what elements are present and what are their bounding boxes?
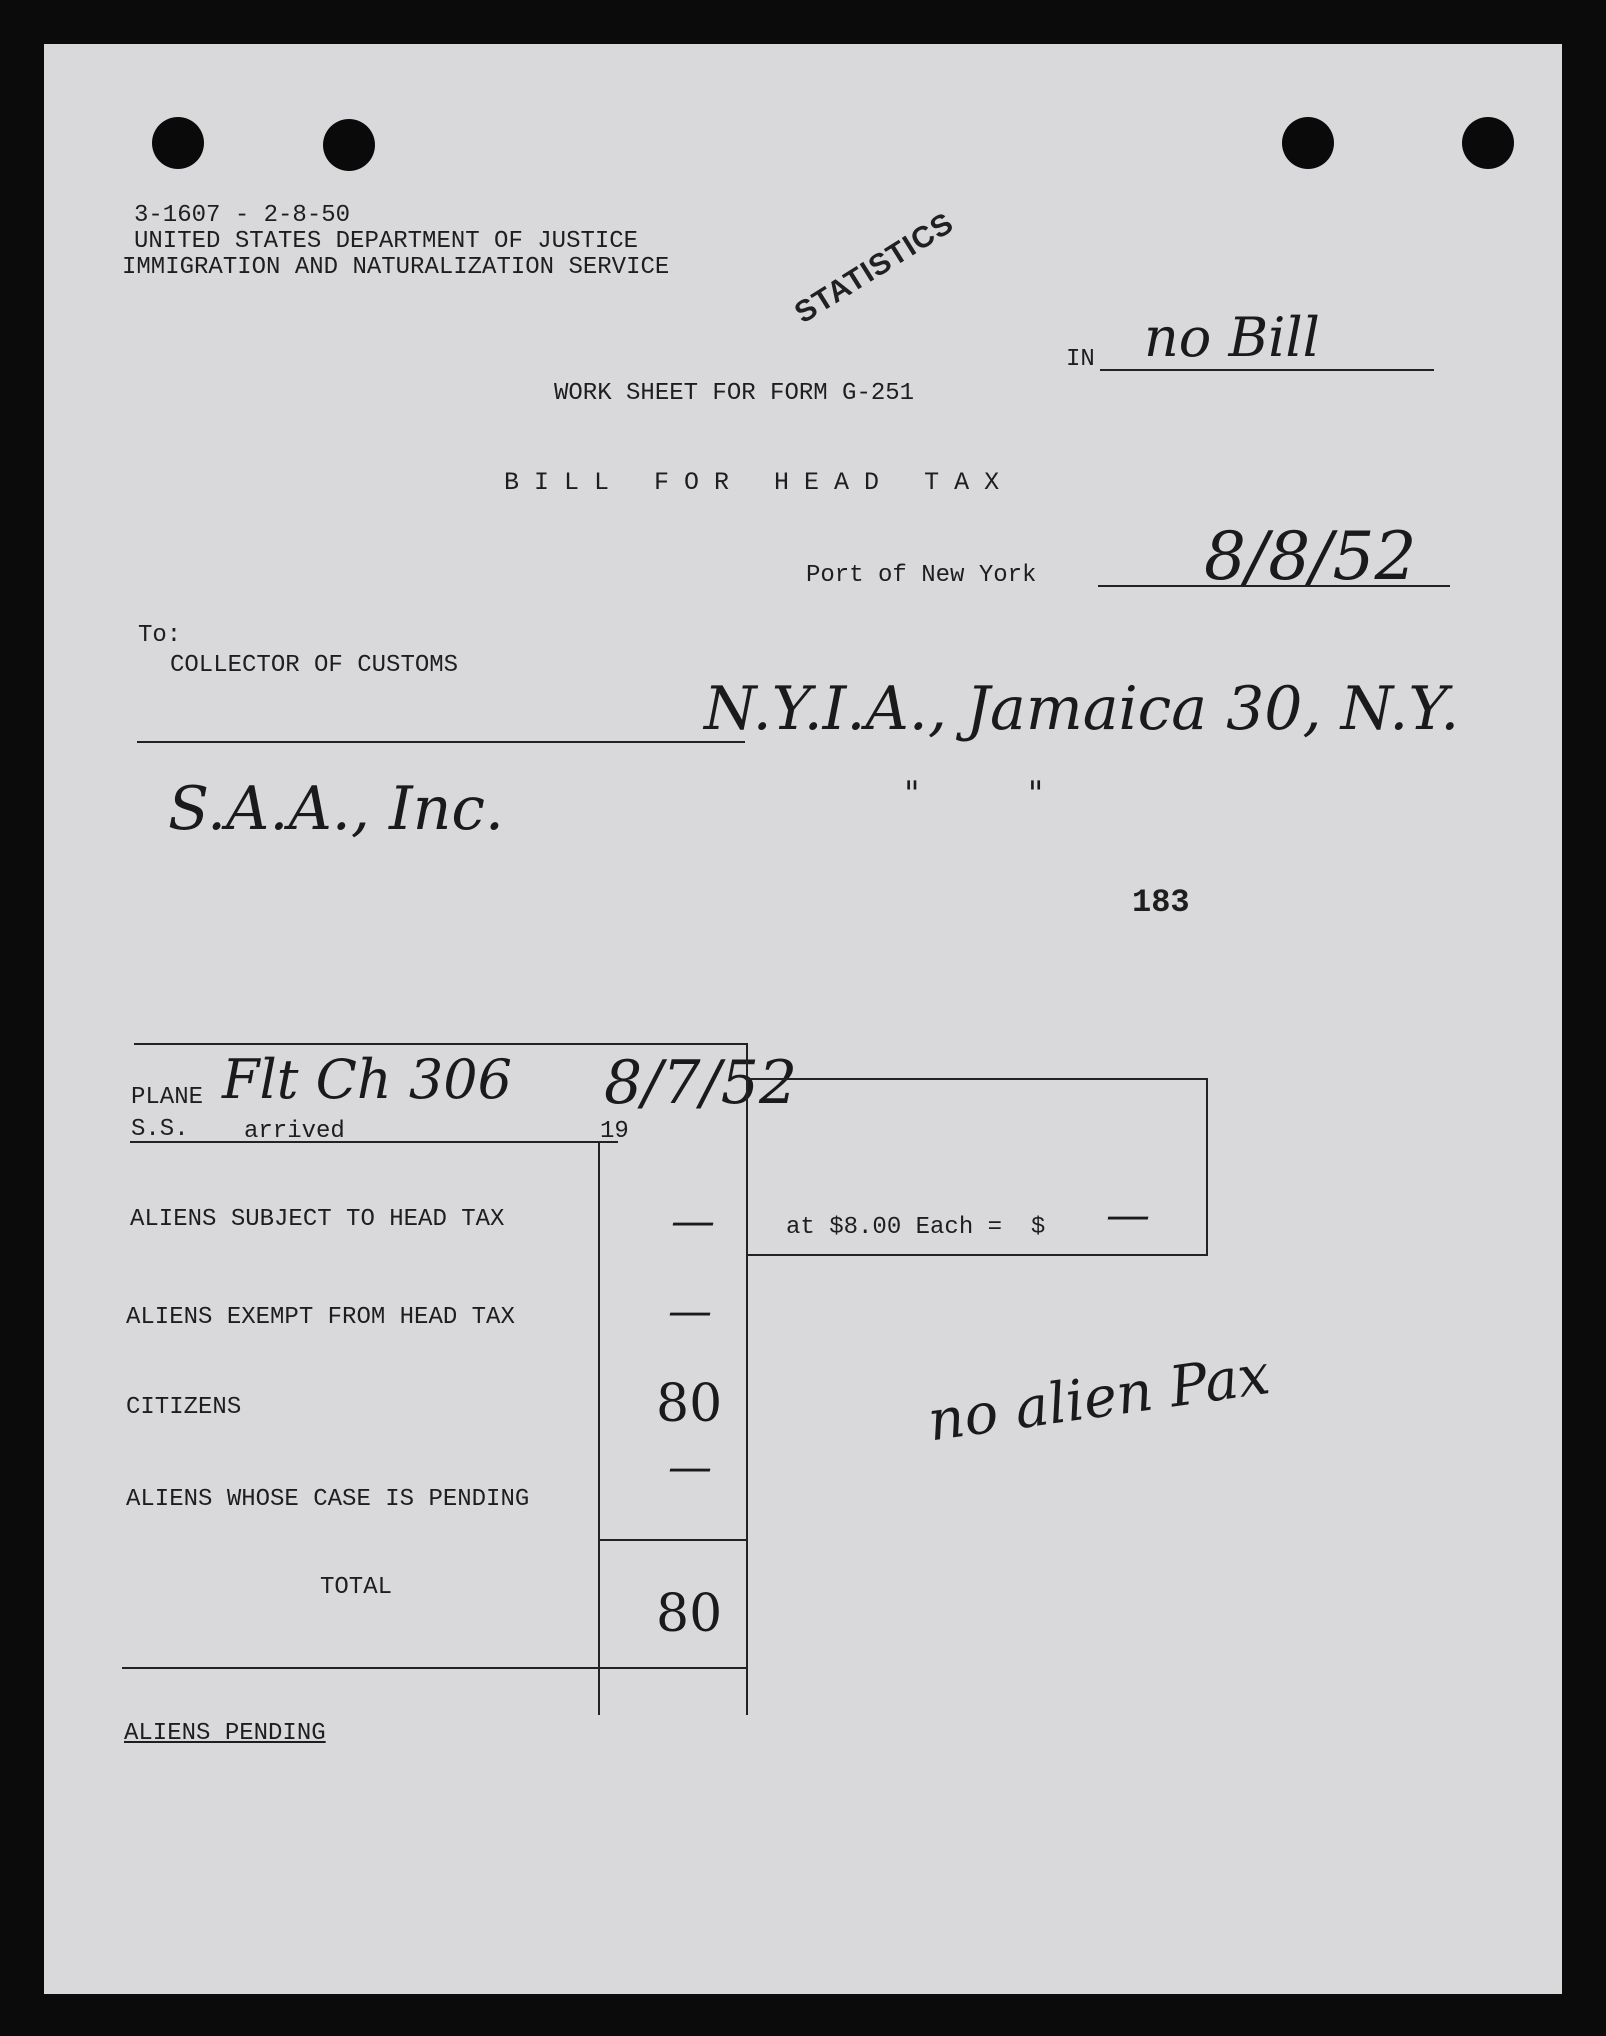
note-handwritten: no alien Pax — [924, 1342, 1274, 1455]
total-value: 80 — [656, 1584, 723, 1644]
statistics-stamp: STATISTICS — [789, 206, 960, 330]
row-label-subject: ALIENS SUBJECT TO HEAD TAX — [130, 1206, 505, 1233]
in-label: IN — [1066, 346, 1095, 373]
in-value: no Bill — [1144, 306, 1320, 369]
department-heading: UNITED STATES DEPARTMENT OF JUSTICE — [134, 228, 639, 255]
form-title: WORK SHEET FOR FORM G-251 — [554, 380, 915, 407]
form-subtitle: B I L L F O R H E A D T A X — [504, 468, 1000, 497]
document-number: 183 — [1132, 884, 1190, 921]
row-value-citizens: 80 — [656, 1374, 723, 1434]
flight-handwritten: Flt Ch 306 — [222, 1048, 512, 1111]
tax-rate-text: at $8.00 Each = $ — [786, 1214, 1046, 1241]
row-label-exempt: ALIENS EXEMPT FROM HEAD TAX — [126, 1304, 515, 1331]
ditto-marks: " " — [904, 774, 1044, 814]
aliens-pending-heading: ALIENS PENDING — [124, 1720, 326, 1747]
plane-label: PLANE — [131, 1084, 204, 1111]
to-label: To: — [138, 622, 182, 649]
table-bottom-line — [122, 1667, 746, 1669]
total-label: TOTAL — [320, 1574, 393, 1601]
header-divider — [130, 1141, 618, 1143]
tax-amount: — — [1106, 1190, 1150, 1241]
to-value: COLLECTOR OF CUSTOMS — [170, 652, 459, 679]
row-value-subject: — — [671, 1196, 715, 1247]
tax-box-top — [746, 1078, 1206, 1080]
row-value-pending: — — [668, 1442, 712, 1493]
ss-label: S.S. — [131, 1116, 189, 1143]
punch-hole — [323, 119, 375, 171]
arrival-date: 8/7/52 — [604, 1048, 798, 1118]
in-line — [1100, 369, 1434, 371]
punch-hole — [1462, 117, 1514, 169]
form-number: 3-1607 - 2-8-50 — [134, 202, 351, 229]
tax-box-bottom — [746, 1254, 1208, 1256]
punch-hole — [1282, 117, 1334, 169]
address-line — [137, 741, 745, 743]
row-label-pending: ALIENS WHOSE CASE IS PENDING — [126, 1486, 530, 1513]
table-top-line — [134, 1043, 748, 1045]
port-label: Port of New York — [806, 562, 1037, 589]
arrived-label: arrived — [244, 1118, 345, 1145]
label-divider — [598, 1141, 600, 1715]
carrier-handwritten: S.A.A., Inc. — [168, 774, 505, 844]
punch-hole — [152, 117, 204, 169]
total-divider — [598, 1539, 746, 1541]
year-prefix: 19 — [600, 1118, 629, 1145]
form-sheet — [44, 44, 1562, 1994]
value-right-edge — [746, 1043, 748, 1715]
service-heading: IMMIGRATION AND NATURALIZATION SERVICE — [122, 254, 670, 281]
row-label-citizens: CITIZENS — [126, 1394, 242, 1421]
port-date: 8/8/52 — [1204, 518, 1417, 595]
row-value-exempt: — — [668, 1286, 712, 1337]
tax-box-right — [1206, 1078, 1208, 1254]
location-handwritten: N.Y.I.A., Jamaica 30, N.Y. — [704, 674, 1460, 744]
